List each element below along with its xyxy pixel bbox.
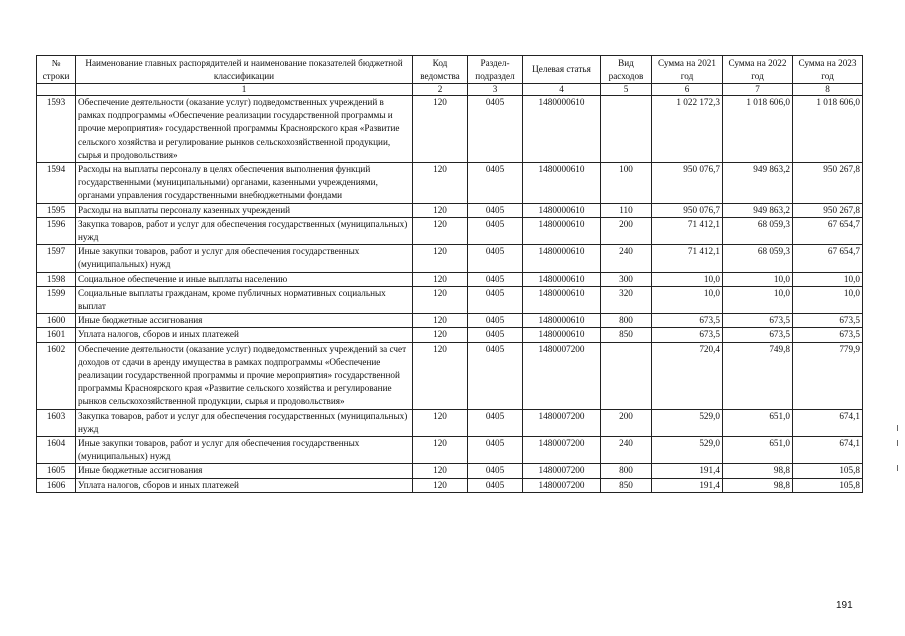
- name-cell: Закупка товаров, работ и услуг для обеспечения государственных (муниципальных) нужд: [76, 409, 413, 436]
- name-cell: Уплата налогов, сборов и иных платежей: [76, 328, 413, 342]
- section-cell: 0405: [468, 328, 523, 342]
- section-cell: 0405: [468, 272, 523, 286]
- row-number-cell: 1600: [37, 314, 76, 328]
- sum-2022-cell: 98,8: [723, 478, 793, 492]
- header-name: Наименование главных распорядителей и наименование показателей бюджетной классификации: [76, 56, 413, 84]
- sum-2021-cell: 529,0: [652, 437, 723, 464]
- expense-type-cell: 100: [601, 163, 652, 204]
- sum-2023-cell: 105,8: [793, 478, 863, 492]
- sum-2022-cell: 949 863,2: [723, 203, 793, 217]
- column-number: 1: [76, 84, 413, 96]
- row-number-cell: 1593: [37, 96, 76, 163]
- section-cell: 0405: [468, 96, 523, 163]
- header-sum-2022: Сумма на 2022 год: [723, 56, 793, 84]
- header-target-article: Целевая статья: [523, 56, 601, 84]
- target-article-cell: 1480000610: [523, 217, 601, 244]
- row-number-cell: 1601: [37, 328, 76, 342]
- header-section: Раздел-подраздел: [468, 56, 523, 84]
- sum-2021-cell: 720,4: [652, 342, 723, 409]
- table-row: [37, 314, 863, 328]
- name-cell: Закупка товаров, работ и услуг для обеспечения государственных (муниципальных) нужд: [76, 217, 413, 244]
- target-article-cell: 1480000610: [523, 203, 601, 217]
- sum-2021-cell: 10,0: [652, 286, 723, 313]
- table-row: [37, 478, 863, 492]
- table-row: [37, 272, 863, 286]
- target-article-cell: 1480000610: [523, 163, 601, 204]
- sum-2023-cell: 673,5: [793, 314, 863, 328]
- section-cell: 0405: [468, 245, 523, 272]
- table-row: [37, 203, 863, 217]
- sum-2021-cell: 10,0: [652, 272, 723, 286]
- name-cell: Иные закупки товаров, работ и услуг для обеспечения государственных (муниципальных) нужд: [76, 437, 413, 464]
- target-article-cell: 1480000610: [523, 272, 601, 286]
- row-number-cell: 1603: [37, 409, 76, 436]
- column-number: 3: [468, 84, 523, 96]
- sum-2022-cell: 68 059,3: [723, 217, 793, 244]
- department-code-cell: 120: [413, 245, 468, 272]
- section-cell: 0405: [468, 286, 523, 313]
- name-cell: Социальное обеспечение и иные выплаты населению: [76, 272, 413, 286]
- sum-2023-cell: 674,1: [793, 437, 863, 464]
- target-article-cell: 1480000610: [523, 286, 601, 313]
- section-cell: 0405: [468, 437, 523, 464]
- section-cell: 0405: [468, 478, 523, 492]
- expense-type-cell: 800: [601, 314, 652, 328]
- header-sum-2021: Сумма на 2021 год: [652, 56, 723, 84]
- department-code-cell: 120: [413, 163, 468, 204]
- scan-mark: [897, 465, 898, 471]
- expense-type-cell: 300: [601, 272, 652, 286]
- department-code-cell: 120: [413, 314, 468, 328]
- sum-2021-cell: 950 076,7: [652, 203, 723, 217]
- department-code-cell: 120: [413, 409, 468, 436]
- department-code-cell: 120: [413, 328, 468, 342]
- department-code-cell: 120: [413, 217, 468, 244]
- department-code-cell: 120: [413, 272, 468, 286]
- target-article-cell: 1480007200: [523, 437, 601, 464]
- department-code-cell: 120: [413, 437, 468, 464]
- sum-2021-cell: 529,0: [652, 409, 723, 436]
- header-row-number: № строки: [37, 56, 76, 84]
- section-cell: 0405: [468, 464, 523, 478]
- sum-2023-cell: 10,0: [793, 272, 863, 286]
- table-row: [37, 217, 863, 244]
- target-article-cell: 1480007200: [523, 342, 601, 409]
- row-number-cell: 1597: [37, 245, 76, 272]
- department-code-cell: 120: [413, 203, 468, 217]
- sum-2023-cell: 673,5: [793, 328, 863, 342]
- expense-type-cell: 800: [601, 464, 652, 478]
- sum-2023-cell: 950 267,8: [793, 163, 863, 204]
- sum-2022-cell: 673,5: [723, 314, 793, 328]
- sum-2022-cell: 10,0: [723, 286, 793, 313]
- target-article-cell: 1480007200: [523, 478, 601, 492]
- sum-2023-cell: 950 267,8: [793, 203, 863, 217]
- sum-2021-cell: 71 412,1: [652, 217, 723, 244]
- table-row: [37, 163, 863, 204]
- table-body: [37, 96, 863, 493]
- sum-2022-cell: 10,0: [723, 272, 793, 286]
- expense-type-cell: [601, 96, 652, 163]
- sum-2023-cell: 67 654,7: [793, 245, 863, 272]
- sum-2022-cell: 1 018 606,0: [723, 96, 793, 163]
- sum-2023-cell: 674,1: [793, 409, 863, 436]
- row-number-cell: 1596: [37, 217, 76, 244]
- sum-2023-cell: 67 654,7: [793, 217, 863, 244]
- header-expense-type: Вид расходов: [601, 56, 652, 84]
- scan-mark: [897, 425, 898, 431]
- target-article-cell: 1480007200: [523, 409, 601, 436]
- target-article-cell: 1480000610: [523, 245, 601, 272]
- sum-2022-cell: 749,8: [723, 342, 793, 409]
- row-number-cell: 1605: [37, 464, 76, 478]
- sum-2021-cell: 673,5: [652, 314, 723, 328]
- sum-2022-cell: 98,8: [723, 464, 793, 478]
- name-cell: Иные бюджетные ассигнования: [76, 314, 413, 328]
- expense-type-cell: 200: [601, 217, 652, 244]
- sum-2021-cell: 71 412,1: [652, 245, 723, 272]
- name-cell: Социальные выплаты гражданам, кроме публичных нормативных социальных выплат: [76, 286, 413, 313]
- table-row: [37, 464, 863, 478]
- row-number-cell: 1599: [37, 286, 76, 313]
- header-department-code: Код ведомства: [413, 56, 468, 84]
- table-row: [37, 437, 863, 464]
- expense-type-cell: 200: [601, 409, 652, 436]
- sum-2022-cell: 651,0: [723, 437, 793, 464]
- expense-type-cell: 850: [601, 328, 652, 342]
- expense-type-cell: 320: [601, 286, 652, 313]
- column-number-row: [37, 84, 863, 96]
- department-code-cell: 120: [413, 464, 468, 478]
- row-number-cell: 1604: [37, 437, 76, 464]
- name-cell: Иные бюджетные ассигнования: [76, 464, 413, 478]
- name-cell: Обеспечение деятельности (оказание услуг) подведомственных учреждений за счет доходов от сдачи в аренду имущества в рамках подпрограммы «Обеспечение реализации государственной программы и прочие мероприятия» государственной программы Красноярского края «Развитие сельского хозяйства и регулирование рынков сельскохозяйственной продукции, сырья и продовольствия»: [76, 342, 413, 409]
- expense-type-cell: 850: [601, 478, 652, 492]
- expense-type-cell: 240: [601, 437, 652, 464]
- column-number: 4: [523, 84, 601, 96]
- budget-table: [36, 55, 863, 493]
- sum-2021-cell: 950 076,7: [652, 163, 723, 204]
- column-number: 8: [793, 84, 863, 96]
- department-code-cell: 120: [413, 342, 468, 409]
- table-row: [37, 342, 863, 409]
- name-cell: Уплата налогов, сборов и иных платежей: [76, 478, 413, 492]
- name-cell: Иные закупки товаров, работ и услуг для обеспечения государственных (муниципальных) нужд: [76, 245, 413, 272]
- sum-2021-cell: 191,4: [652, 464, 723, 478]
- sum-2022-cell: 68 059,3: [723, 245, 793, 272]
- column-number: 5: [601, 84, 652, 96]
- name-cell: Обеспечение деятельности (оказание услуг) подведомственных учреждений в рамках подпрограммы «Обеспечение реализации государственной программы и прочие мероприятия» государственной программы Красноярского края «Развитие сельского хозяйства и регулирование рынков сельскохозяйственной продукции, сырья и продовольствия»: [76, 96, 413, 163]
- column-number: 2: [413, 84, 468, 96]
- sum-2023-cell: 10,0: [793, 286, 863, 313]
- department-code-cell: 120: [413, 286, 468, 313]
- sum-2023-cell: 105,8: [793, 464, 863, 478]
- sum-2022-cell: 651,0: [723, 409, 793, 436]
- section-cell: 0405: [468, 203, 523, 217]
- sum-2022-cell: 673,5: [723, 328, 793, 342]
- row-number-cell: 1602: [37, 342, 76, 409]
- expense-type-cell: [601, 342, 652, 409]
- expense-type-cell: 240: [601, 245, 652, 272]
- column-number: 7: [723, 84, 793, 96]
- sum-2023-cell: 779,9: [793, 342, 863, 409]
- row-number-cell: 1606: [37, 478, 76, 492]
- table-row: [37, 245, 863, 272]
- column-number: [37, 84, 76, 96]
- target-article-cell: 1480000610: [523, 328, 601, 342]
- target-article-cell: 1480000610: [523, 314, 601, 328]
- row-number-cell: 1595: [37, 203, 76, 217]
- table-row: [37, 409, 863, 436]
- target-article-cell: 1480007200: [523, 464, 601, 478]
- page-number: 191: [836, 600, 853, 611]
- name-cell: Расходы на выплаты персоналу в целях обеспечения выполнения функций государственными (муниципальными) органами, казенными учреждениями, органами управления государственными внебюджетными фондами: [76, 163, 413, 204]
- scan-mark: [897, 440, 898, 446]
- table-row: [37, 286, 863, 313]
- sum-2021-cell: 191,4: [652, 478, 723, 492]
- sum-2021-cell: 673,5: [652, 328, 723, 342]
- sum-2021-cell: 1 022 172,3: [652, 96, 723, 163]
- target-article-cell: 1480000610: [523, 96, 601, 163]
- department-code-cell: 120: [413, 96, 468, 163]
- department-code-cell: 120: [413, 478, 468, 492]
- expense-type-cell: 110: [601, 203, 652, 217]
- section-cell: 0405: [468, 217, 523, 244]
- section-cell: 0405: [468, 342, 523, 409]
- section-cell: 0405: [468, 163, 523, 204]
- sum-2022-cell: 949 863,2: [723, 163, 793, 204]
- table-row: [37, 96, 863, 163]
- header-row: [37, 56, 863, 84]
- row-number-cell: 1598: [37, 272, 76, 286]
- section-cell: 0405: [468, 409, 523, 436]
- table-row: [37, 328, 863, 342]
- column-number: 6: [652, 84, 723, 96]
- sum-2023-cell: 1 018 606,0: [793, 96, 863, 163]
- row-number-cell: 1594: [37, 163, 76, 204]
- section-cell: 0405: [468, 314, 523, 328]
- header-sum-2023: Сумма на 2023 год: [793, 56, 863, 84]
- name-cell: Расходы на выплаты персоналу казенных учреждений: [76, 203, 413, 217]
